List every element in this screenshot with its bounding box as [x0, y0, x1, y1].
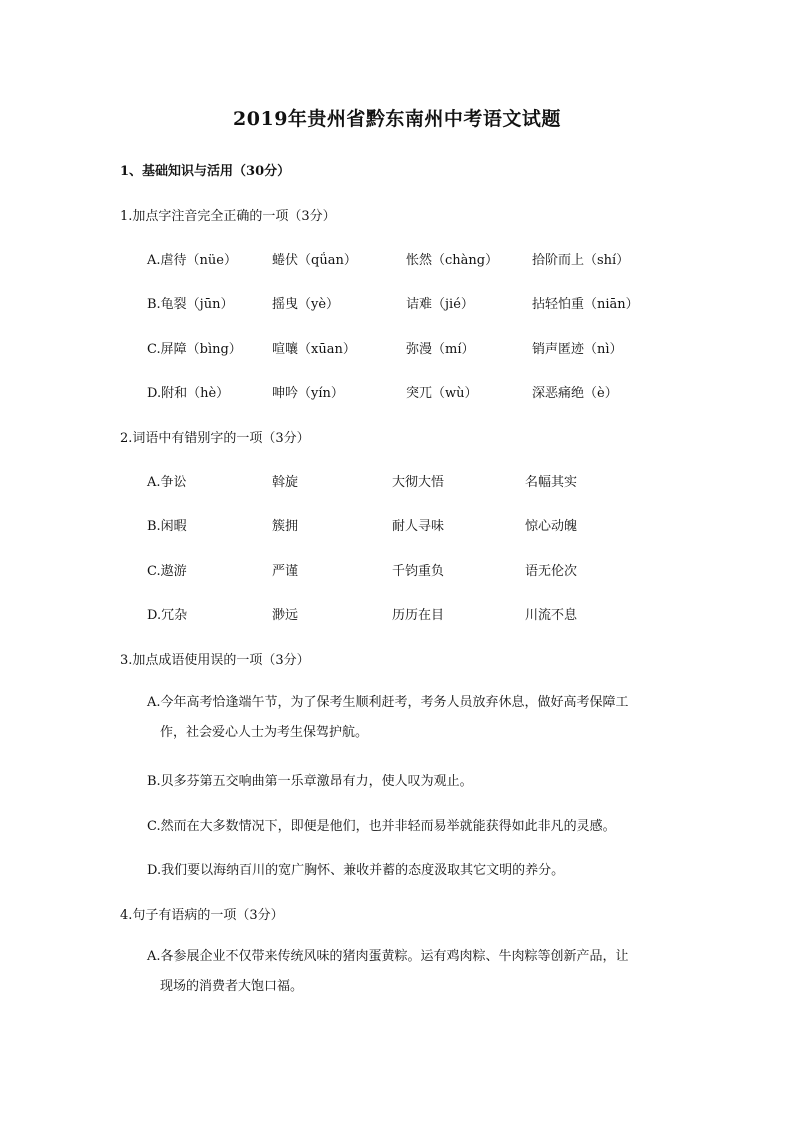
q1-c-item-1: C.屏障（bìng） — [147, 342, 242, 357]
q2-a-item-1: A.争讼 — [147, 475, 187, 490]
q3-option-a — [147, 688, 677, 748]
q1-c-item-4: 销声匿迹（nì） — [532, 342, 623, 357]
section-heading: 1、基础知识与活用（30分） — [120, 164, 291, 179]
q1-d-item-3: 突兀（wù） — [406, 386, 478, 401]
q2-option-row-b — [0, 515, 794, 535]
q3-option-b: B.贝多芬第五交响曲第一乐章激昂有力，使人叹为观止。 — [147, 774, 473, 789]
q1-option-row-b — [0, 293, 794, 313]
q4-option-a-line-1: A.各参展企业不仅带来传统风味的猪肉蛋黄粽。运有鸡肉粽、牛肉粽等创新产品，让 — [147, 949, 629, 964]
q1-b-item-4: 拈轻怕重（niān） — [532, 297, 639, 312]
q2-a-item-3: 大彻大悟 — [392, 475, 445, 490]
q1-c-item-3: 弥漫（mí） — [406, 342, 475, 357]
q2-b-item-1: B.闲暇 — [147, 519, 187, 534]
q1-c-item-2: 喧嚷（xūan） — [272, 342, 356, 357]
q1-option-row-a — [0, 249, 794, 269]
question-4-stem: 4.句子有语病的一项（3分） — [120, 908, 284, 923]
q2-option-row-a — [0, 471, 794, 491]
q1-d-item-4: 深恶痛绝（è） — [532, 386, 618, 401]
q2-a-item-2: 斡旋 — [272, 475, 299, 490]
q3-option-a-line-1: A.今年高考恰逢端午节，为了保考生顺利赶考，考务人员放弃休息，做好高考保障工 — [147, 695, 629, 710]
q2-d-item-2: 渺远 — [272, 608, 299, 623]
q1-d-item-2: 呻吟（yín） — [272, 386, 344, 401]
q2-b-item-3: 耐人寻味 — [392, 519, 445, 534]
q2-c-item-4: 语无伦次 — [525, 564, 578, 579]
q1-b-item-2: 摇曳（yè） — [272, 297, 340, 312]
q2-a-item-4: 名幅其实 — [525, 475, 578, 490]
q1-option-row-c — [0, 338, 794, 358]
q1-d-item-1: D.附和（hè） — [147, 386, 230, 401]
q1-option-row-d — [0, 382, 794, 402]
q1-a-item-2: 蜷伏（qǘan） — [272, 253, 357, 268]
q2-d-item-3: 历历在目 — [392, 608, 445, 623]
q2-c-item-1: C.遨游 — [147, 564, 187, 579]
q3-option-a-line-2: 作，社会爱心人士为考生保驾护航。 — [160, 725, 369, 740]
q1-b-item-1: B.龟裂（jūn） — [147, 297, 234, 312]
q4-option-a-line-2: 现场的消费者大饱口福。 — [160, 979, 304, 994]
q3-option-d: D.我们要以海纳百川的宽广胸怀、兼收并蓄的态度汲取其它文明的养分。 — [147, 863, 565, 878]
q2-d-item-1: D.冗杂 — [147, 608, 188, 623]
q2-c-item-2: 严谨 — [272, 564, 299, 579]
page-title: 2019年贵州省黔东南州中考语文试题 — [233, 108, 561, 130]
q2-b-item-2: 簇拥 — [272, 519, 299, 534]
q4-option-a — [147, 942, 677, 1002]
q1-a-item-1: A.虐待（nüe） — [147, 253, 237, 268]
q2-d-item-4: 川流不息 — [525, 608, 578, 623]
q1-a-item-3: 怅然（chàng） — [406, 253, 499, 268]
q2-c-item-3: 千钧重负 — [392, 564, 445, 579]
question-1-stem: 1.加点字注音完全正确的一项（3分） — [120, 209, 336, 224]
q2-b-item-4: 惊心动魄 — [525, 519, 578, 534]
question-3-stem: 3.加点成语使用误的一项（3分） — [120, 653, 310, 668]
q3-option-c: C.然而在大多数情况下，即便是他们，也并非轻而易举就能获得如此非凡的灵感。 — [147, 819, 616, 834]
q2-option-row-d — [0, 604, 794, 624]
q1-a-item-4: 拾阶而上（shí） — [532, 253, 630, 268]
q2-option-row-c — [0, 560, 794, 580]
question-2-stem: 2.词语中有错别字的一项（3分） — [120, 431, 310, 446]
q1-b-item-3: 诘难（jié） — [406, 297, 474, 312]
